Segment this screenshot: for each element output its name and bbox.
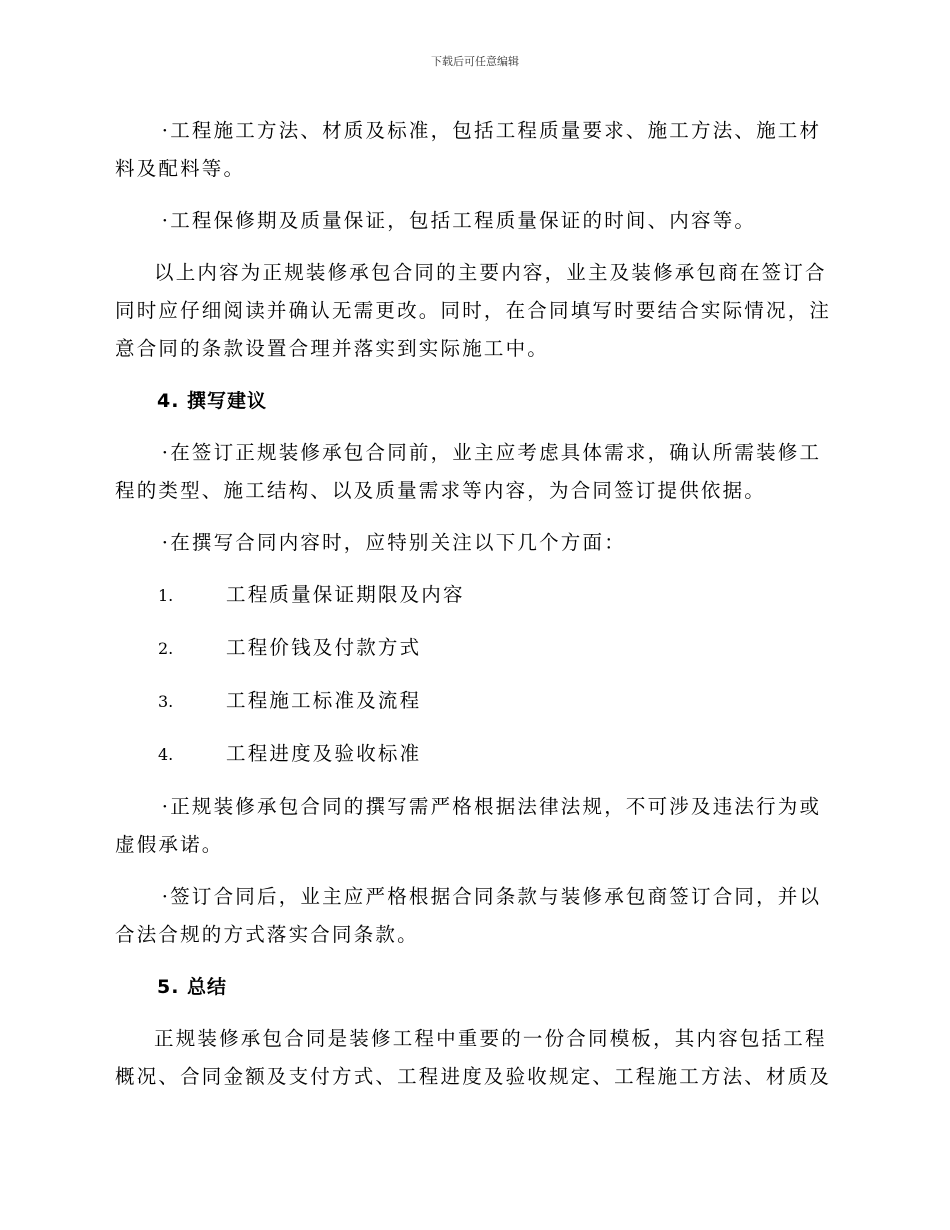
bullet-key-aspects: ·在撰写合同内容时，应特别关注以下几个方面： (161, 531, 626, 554)
bullet-before-signing: ·在签订正规装修承包合同前，业主应考虑具体需求，确认所需装修工程的类型、施工结构、以及质量需求等内容，为合同签订提供依据。 (115, 441, 822, 502)
page-header: 下载后可任意编辑 (431, 55, 519, 68)
list-item (115, 682, 835, 721)
list-item-text: 工程质量保证期限及内容 (226, 583, 465, 606)
list-item (115, 629, 835, 668)
list-item (115, 576, 835, 615)
list-item-text: 工程施工标准及流程 (226, 689, 422, 712)
section-heading-summary: 5. 总结 (157, 976, 228, 998)
list-item-number: 3. (158, 692, 174, 711)
bullet-warranty: ·工程保修期及质量保证，包括工程质量保证的时间、内容等。 (161, 209, 757, 232)
bullet-construction-methods: ·工程施工方法、材质及标准，包括工程质量要求、施工方法、施工材料及配料等。 (115, 119, 822, 180)
document-body (115, 112, 835, 1110)
paragraph-summary-of-contents: 以上内容为正规装修承包合同的主要内容，业主及装修承包商在签订合同时应仔细阅读并确认无需更改。同时，在合同填写时要结合实际情况，注意合同的条款设置合理并落实到实际施工中。 (115, 261, 832, 360)
list-item-number: 2. (158, 639, 174, 658)
list-item-number: 1. (158, 586, 174, 605)
list-item-text: 工程进度及验收标准 (226, 742, 422, 765)
list-item (115, 735, 835, 774)
bullet-after-signing: ·签订合同后，业主应严格根据合同条款与装修承包商签订合同，并以合法合规的方式落实合同条款。 (115, 885, 822, 946)
list-item-text: 工程价钱及付款方式 (226, 636, 422, 659)
list-item-number: 4. (158, 745, 174, 764)
bullet-legal-compliance: ·正规装修承包合同的撰写需严格根据法律法规，不可涉及违法行为或虚假承诺。 (115, 795, 822, 856)
paragraph-conclusion: 正规装修承包合同是装修工程中重要的一份合同模板，其内容包括工程概况、合同金额及支付方式、工程进度及验收规定、工程施工方法、材质及 (115, 1027, 832, 1088)
section-heading-writing-advice: 4. 撰写建议 (157, 390, 268, 412)
